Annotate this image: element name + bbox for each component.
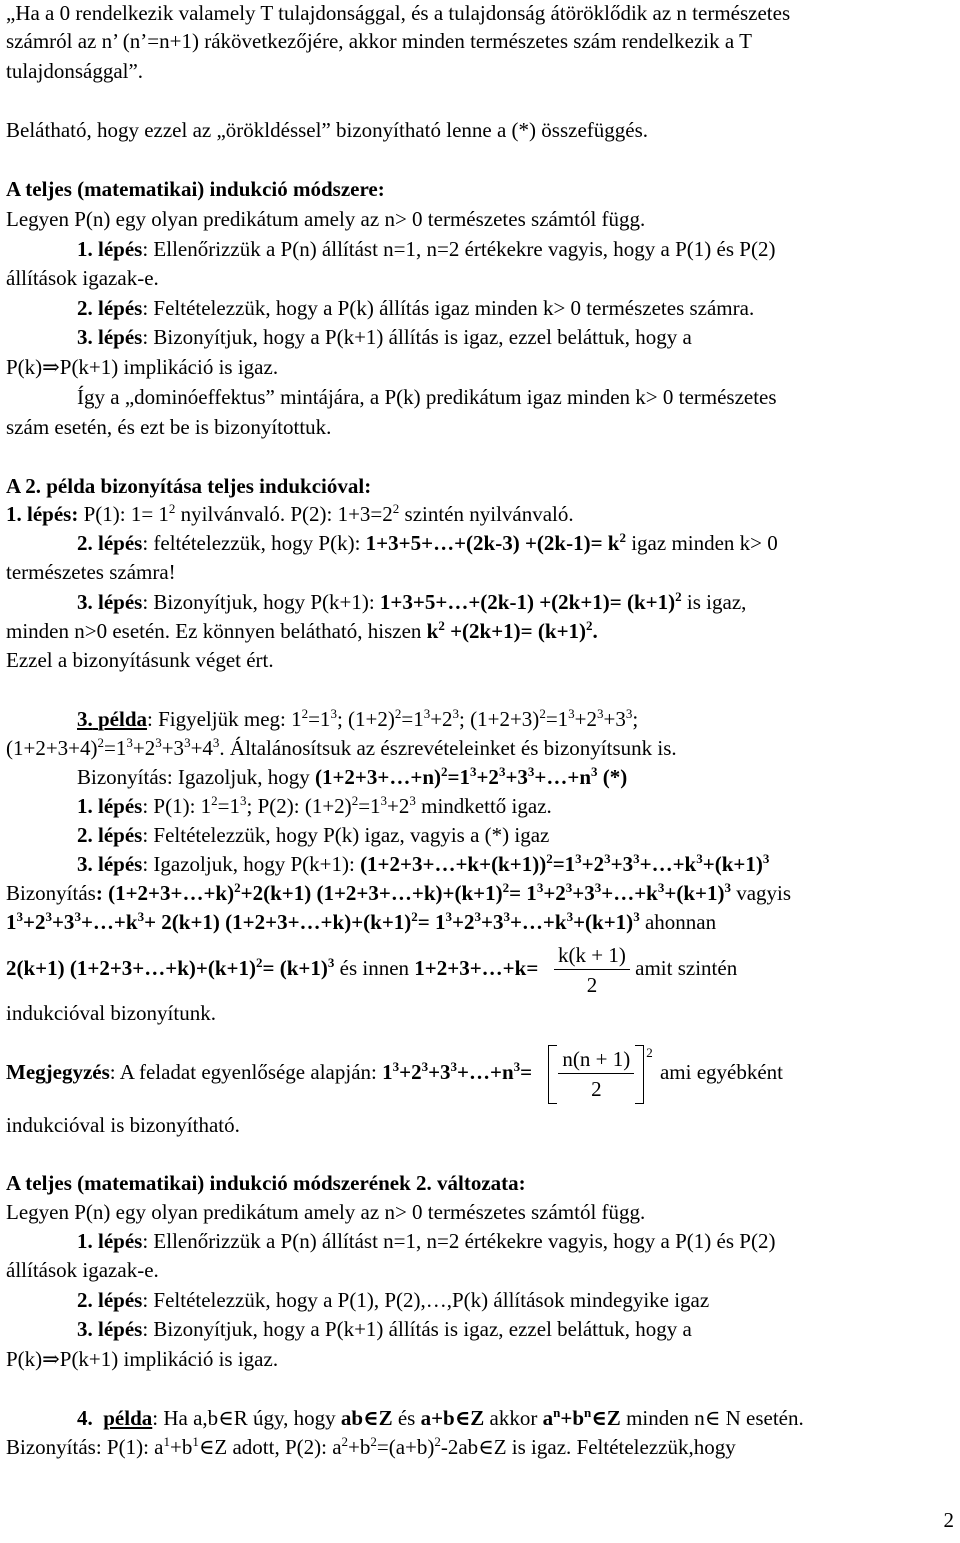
example-label: példa <box>98 707 148 731</box>
step-label: 3. lépés <box>77 1317 143 1341</box>
text: ahonnan <box>639 910 717 934</box>
text-line: Legyen P(n) egy olyan predikátum amely az n> 0 természetes számtól függ. <box>6 1200 646 1224</box>
fraction-numerator: k(k + 1) <box>554 941 630 970</box>
step-line: 3. lépés: Bizonyítjuk, hogy P(k+1): 1+3+5+…+(2k-1) $+(2k+1)= (k+1)^2$ is igaz, <box>77 589 747 614</box>
step-text: nyilvánvaló. P(2): 1+3=2 <box>175 502 393 526</box>
text: minden n>0 esetén. Ez könnyen belátható, hiszen <box>6 619 427 643</box>
step-label: 2. lépés <box>77 296 143 320</box>
section-heading: A teljes (matematikai) indukció módszerének 2. változata: <box>6 1171 526 1195</box>
text-line: „Ha a 0 rendelkezik valamely T tulajdonsággal, és a tulajdonság átöröklődik az n természetes <box>6 1 791 25</box>
text: minden n∈ N esetén. <box>620 1406 804 1430</box>
step-line <box>77 295 754 321</box>
section-heading: A 2. példa bizonyítása teljes indukcióval: <box>6 474 372 498</box>
step-label: 2. lépés <box>77 1288 143 1312</box>
page-number: 2 <box>943 1508 954 1532</box>
step-line: 1. lépés: P(1): $1^2=1^3$; P(2): $(1+2)^2=1^3+2^3$ mindkettő igaz. <box>77 793 552 818</box>
text-line: szám esetén, és ezt be is bizonyítottuk. <box>6 415 332 439</box>
text: és innen <box>334 956 415 980</box>
text-line: P(k)⇒P(k+1) implikáció is igaz. <box>6 355 279 379</box>
fraction-denominator: 2 <box>586 972 598 997</box>
section-heading: A teljes (matematikai) indukció módszere: <box>6 177 385 201</box>
text-line: Bizonyítás: Igazoljuk, hogy $(1+2+3+\dots+n)^2=1^3+2^3+3^3+\dots+n^3$ (*) <box>77 764 628 789</box>
text-line: P(k)⇒P(k+1) implikáció is igaz. <box>6 1347 279 1371</box>
note-label: Megjegyzés <box>6 1060 110 1084</box>
text: -2ab∈Z is igaz. Feltételezzük,hogy <box>440 1435 736 1459</box>
text-line: természetes számra! <box>6 560 176 584</box>
formula: 1+3+5+…+(2k-1) +(2k+1)= (k+1) <box>379 590 676 614</box>
text-line: 2(k+1) $(1+2+3+\dots+k)+(k+1)^2= (k+1)^3$ és innen 1+2+3+…+k= $\frac{k(k + 1)}{2}$ amit szintén <box>6 936 737 1000</box>
step-line <box>77 1228 775 1254</box>
text-line: Belátható, hogy ezzel az „örökldéssel” bizonyítható lenne a (*) összefüggés. <box>6 118 649 142</box>
step-line <box>77 236 775 262</box>
text: Bizonyítás <box>6 881 96 905</box>
text-line: 3. példa: Figyeljük meg: $1^2=1^3$; $(1+2)^2=1^3+2^3$; $(1+2+3)^2=1^3+2^3+3^3$; <box>77 706 639 731</box>
step-line: 3. lépés: Igazoljuk, hogy P(k+1): $(1+2+3+\dots+k+(k+1))^2=1^3+2^3+3^3+\dots+k^3+(k+1)^3$ <box>77 851 770 876</box>
step-label: 1. lépés <box>77 237 143 261</box>
step-text: : Bizonyítjuk, hogy P(k+1): <box>142 590 380 614</box>
star-label: (*) <box>597 765 628 789</box>
formula: a <box>542 1406 554 1430</box>
step-label: 1. lépés <box>77 794 143 818</box>
text: adott, P(2): a <box>227 1435 342 1459</box>
text-line: Megjegyzés: A feladat egyenlősége alapján: $1^3+2^3+3^3+\dots+n^3=$ $\frac{n(n + 1)}{2}$ $^2$ ami egyébként <box>6 1040 783 1104</box>
text-line: Bizonyítás: (1+2+3+…+k)$^2$+2(k+1) $(1+2+3+\dots+k)+(k+1)^2=$ $1^3+2^3+3^3+\dots+k^3+(k+1)^3$ vagyis <box>6 880 792 905</box>
step-label: 3. lépés <box>77 852 143 876</box>
step-line <box>77 1316 692 1342</box>
step-text: : Feltételezzük, hogy a P(1), P(2),…,P(k) állítások mindegyike igaz <box>142 1288 710 1312</box>
formula: 1+2+3+…+k= <box>414 956 539 980</box>
formula: ∈Z <box>591 1406 621 1430</box>
text: mindkettő igaz. <box>415 794 552 818</box>
text-line: 4. példa: Ha a,b∈R úgy, hogy ab∈Z és a+b∈Z akkor $a^n+b^n\in Z$ minden n∈ N esetén. <box>77 1405 804 1430</box>
fraction-numerator: n(n + 1) <box>558 1045 634 1074</box>
formula: a+b∈Z <box>420 1406 485 1430</box>
step-text: : Ellenőrizzük a P(n) állítást n=1, n=2 értékekre vagyis, hogy a P(1) és P(2) <box>142 1229 776 1253</box>
step-line <box>77 822 549 848</box>
text: vagyis <box>730 881 792 905</box>
step-line <box>77 324 692 350</box>
text: . Általánosítsuk az észrevételeinket és bizonyítsunk is. <box>219 736 677 760</box>
text: és <box>392 1406 421 1430</box>
step-label: 3. lépés <box>77 325 143 349</box>
exponent: 2 <box>646 1045 653 1060</box>
step-text: : feltételezzük, hogy P(k): <box>142 531 366 555</box>
step-text: szintén nyilvánvaló. <box>399 502 574 526</box>
formula: +(2k+1)= (k+1) <box>444 619 587 643</box>
text-line: állítások igazak-e. <box>6 1258 159 1282</box>
text-line: Bizonyítás: P(1): $a^1+b^1\in Z$ adott, P(2): $a^2+b^2=(a+b)^2-2ab\in Z$ is igaz. Feltételezzük,hogy <box>6 1434 736 1459</box>
text: : Figyeljük meg: 1 <box>147 707 302 731</box>
fraction <box>554 941 630 1000</box>
step-text: : Bizonyítjuk, hogy a P(k+1) állítás is igaz, ezzel beláttuk, hogy a <box>142 325 692 349</box>
example-number: 3. <box>77 707 93 731</box>
text-line: $(1+2+3+4)^2=1^3+2^3+3^3+4^3$. Általánosítsuk az észrevételeinket és bizonyítsunk is. <box>6 735 677 760</box>
step-line: 1. lépés: P(1): $1= 1^2$ nyilvánvaló. P(2): $1+3=2^2$ szintén nyilvánvaló. <box>6 501 574 526</box>
text-line: Legyen P(n) egy olyan predikátum amely az n> 0 természetes számtól függ. <box>6 207 646 231</box>
example-label: példa <box>103 1406 153 1430</box>
text-line: számról az n’ (n’=n+1) rákövetkezőjére, akkor minden természetes szám rendelkezik a T <box>6 29 752 53</box>
text: : Ha a,b∈R úgy, hogy <box>152 1406 341 1430</box>
step-line <box>77 1287 709 1313</box>
punct: . <box>592 619 598 643</box>
text: ami egyébként <box>654 1060 784 1084</box>
text: Bizonyítás: P(1): a <box>6 1435 164 1459</box>
step-label: 1. lépés: <box>6 502 79 526</box>
step-label: 1. lépés <box>77 1229 143 1253</box>
step-label: 2. lépés <box>77 823 143 847</box>
formula: ab∈Z <box>340 1406 393 1430</box>
text-line: indukcióval bizonyítunk. <box>6 1001 216 1025</box>
step-text: : Feltételezzük, hogy P(k) igaz, vagyis a (*) igaz <box>142 823 550 847</box>
text: akkor <box>484 1406 543 1430</box>
example-number: 4. <box>77 1406 93 1430</box>
step-label: 3. lépés <box>77 590 143 614</box>
step-text: : Ellenőrizzük a P(n) állítást n=1, n=2 értékekre vagyis, hogy a P(1) és P(2) <box>142 237 776 261</box>
step-text: is igaz, <box>681 590 747 614</box>
step-text: igaz minden k> 0 <box>625 531 778 555</box>
formula: k <box>426 619 439 643</box>
text: Bizonyítás: Igazoljuk, hogy <box>77 765 315 789</box>
step-line: 2. lépés: feltételezzük, hogy P(k): 1+3+5+…+(2k-3) $+(2k-1)= k^2$ igaz minden k> 0 <box>77 530 778 555</box>
text-line: Ezzel a bizonyításunk véget ért. <box>6 648 274 672</box>
text-line: minden n>0 esetén. Ez könnyen belátható, hiszen $k^2 +(2k+1)= (k+1)^2$. <box>6 618 598 643</box>
step-text: : Bizonyítjuk, hogy a P(k+1) állítás is igaz, ezzel beláttuk, hogy a <box>142 1317 692 1341</box>
step-text: : Igazoljuk, hogy P(k+1): <box>142 852 361 876</box>
fraction-denominator: 2 <box>591 1076 602 1101</box>
step-text: P(1): 1= 1 <box>78 502 169 526</box>
text-line: $1^3+2^3+3^3+\dots+k^3+ 2(k+1)$ $(1+2+3+\dots+k)+(k+1)^2=$ $1^3+2^3+3^3+\dots+k^3+(k+1)^3$ ahonnan <box>6 909 717 934</box>
text: amit szintén <box>629 956 738 980</box>
fraction-bracketed <box>558 1045 634 1104</box>
text-line: állítások igazak-e. <box>6 266 159 290</box>
step-text: : Feltételezzük, hogy a P(k) állítás igaz minden k> 0 természetes számra. <box>142 296 755 320</box>
step-label: 2. lépés <box>77 531 143 555</box>
text-line: indukcióval is bizonyítható. <box>6 1113 240 1137</box>
formula: 1+3+5+…+(2k-3) +(2k-1)= k <box>365 531 620 555</box>
text: : A feladat egyenlősége alapján: <box>109 1060 383 1084</box>
text-line: tulajdonsággal”. <box>6 59 144 83</box>
text-line: Így a „dominóeffektus” mintájára, a P(k) predikátum igaz minden k> 0 természetes <box>77 385 777 409</box>
